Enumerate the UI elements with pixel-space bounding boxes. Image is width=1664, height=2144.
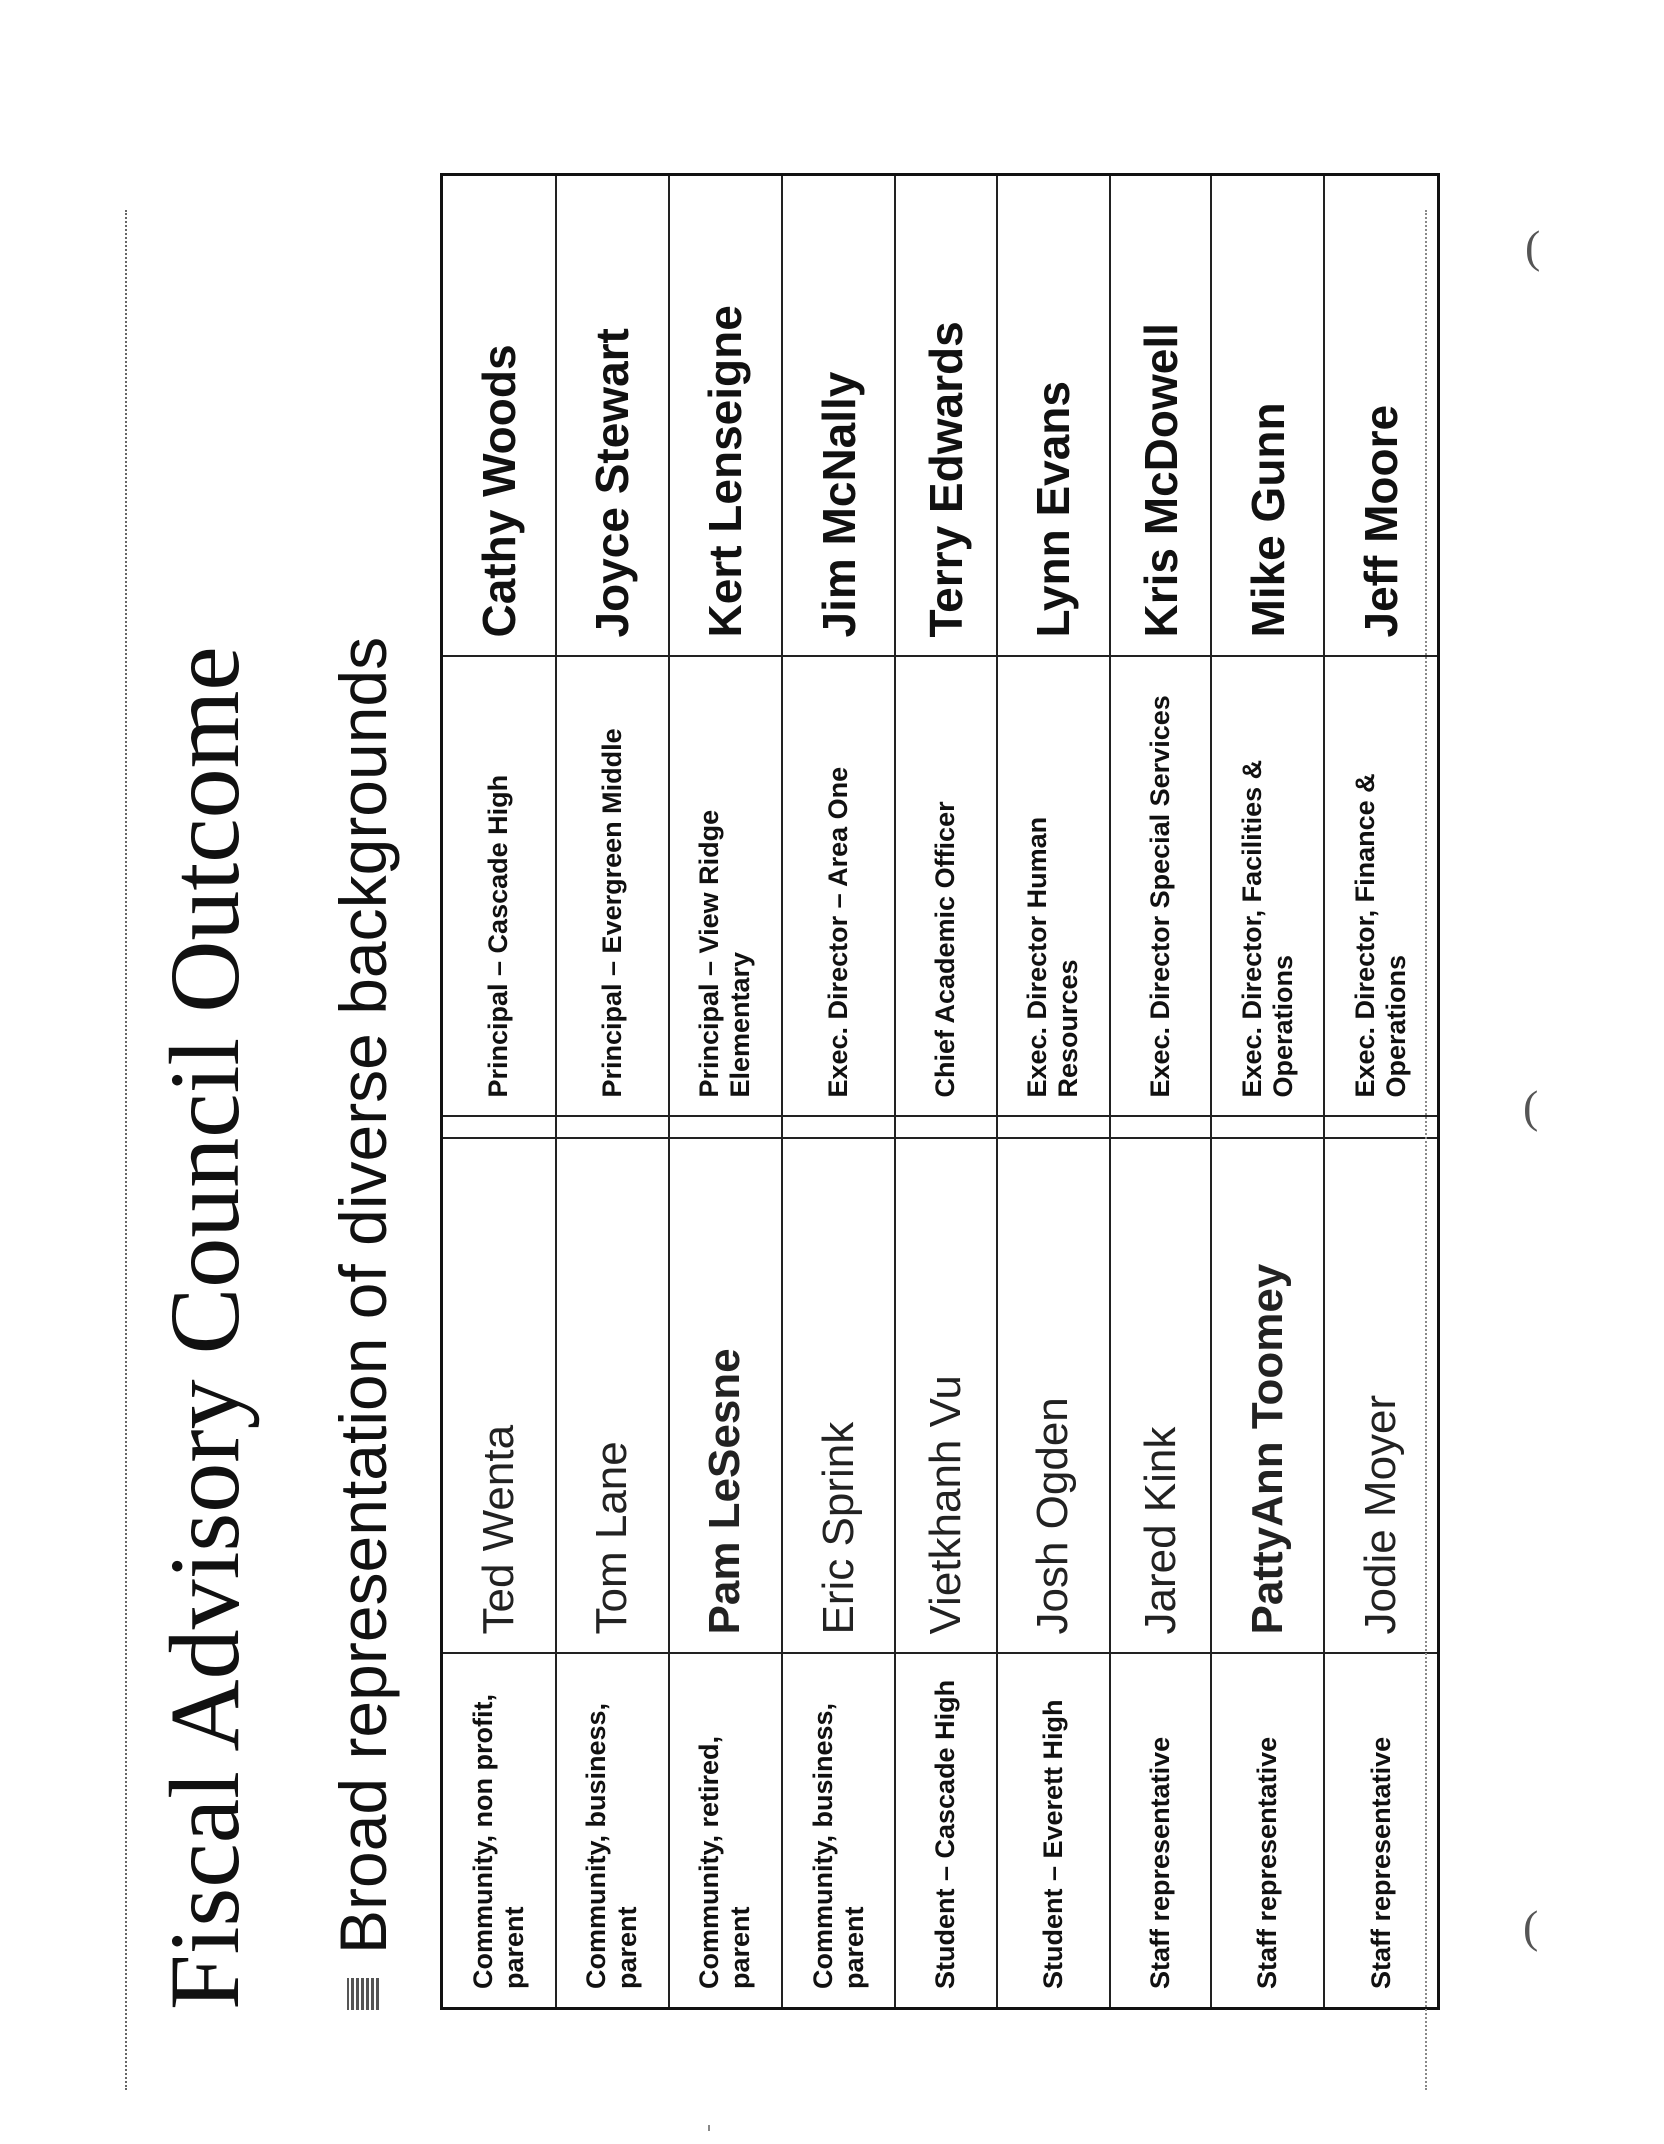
margin-mark: ( bbox=[1525, 221, 1541, 272]
member-name-cell: Tom Lane bbox=[556, 1139, 669, 1654]
role-cell: Student – Everett High bbox=[997, 1654, 1110, 2009]
spacer-cell bbox=[1110, 1117, 1211, 1139]
role-cell: Community, business, parent bbox=[556, 1654, 669, 2009]
subtitle: Broad representation of diverse backgrounds bbox=[326, 636, 400, 1954]
staff-title-cell: Chief Academic Officer bbox=[895, 657, 996, 1117]
council-table bbox=[440, 173, 1440, 2010]
staff-name-cell: Terry Edwards bbox=[895, 175, 996, 657]
table-row bbox=[1324, 175, 1438, 2009]
member-name-cell: Eric Sprink bbox=[782, 1139, 895, 1654]
spacer-cell bbox=[1324, 1117, 1438, 1139]
staff-title-cell: Exec. Director, Facilities & Operations bbox=[1211, 657, 1324, 1117]
member-name-cell: PattyAnn Toomey bbox=[1211, 1139, 1324, 1654]
role-cell: Staff representative bbox=[1324, 1654, 1438, 2009]
spacer-cell bbox=[1211, 1117, 1324, 1139]
margin-mark: ( bbox=[1523, 1901, 1539, 1952]
staff-name-cell: Lynn Evans bbox=[997, 175, 1110, 657]
staff-title-cell: Exec. Director Human Resources bbox=[997, 657, 1110, 1117]
staff-name-cell: Kris McDowell bbox=[1110, 175, 1211, 657]
table-row bbox=[1110, 175, 1211, 2009]
staff-name-cell: Jeff Moore bbox=[1324, 175, 1438, 657]
spacer-cell bbox=[556, 1117, 669, 1139]
spacer-cell bbox=[997, 1117, 1110, 1139]
table-row bbox=[556, 175, 669, 2009]
spacer-cell bbox=[442, 1117, 556, 1139]
staff-name-cell: Kert Lenseigne bbox=[669, 175, 782, 657]
staff-name-cell: Mike Gunn bbox=[1211, 175, 1324, 657]
bottom-rule bbox=[1425, 210, 1427, 2090]
role-cell: Staff representative bbox=[1110, 1654, 1211, 2009]
role-cell: Community, business, parent bbox=[782, 1654, 895, 2009]
subtitle-row bbox=[325, 637, 401, 2010]
table-row bbox=[442, 175, 556, 2009]
spacer-cell bbox=[895, 1117, 996, 1139]
spacer-cell bbox=[782, 1117, 895, 1139]
role-cell: Student – Cascade High bbox=[895, 1654, 996, 2009]
table-row bbox=[1211, 175, 1324, 2009]
staff-title-cell: Principal – Evergreen Middle bbox=[556, 657, 669, 1117]
table-row bbox=[669, 175, 782, 2009]
table-row bbox=[997, 175, 1110, 2009]
margin-mark: ( bbox=[1523, 1081, 1539, 1132]
top-rule bbox=[125, 210, 127, 2090]
slide bbox=[95, 90, 1412, 2090]
table-row bbox=[782, 175, 895, 2009]
member-name-cell: Vietkhanh Vu bbox=[895, 1139, 996, 1654]
table-row bbox=[895, 175, 996, 2009]
staff-title-cell: Exec. Director, Finance & Operations bbox=[1324, 657, 1438, 1117]
staff-title-cell: Exec. Director Special Services bbox=[1110, 657, 1211, 1117]
member-name-cell: Jared Kink bbox=[1110, 1139, 1211, 1654]
staff-title-cell: Exec. Director – Area One bbox=[782, 657, 895, 1117]
staff-title-cell: Principal – Cascade High bbox=[442, 657, 556, 1117]
member-name-cell: Pam LeSesne bbox=[669, 1139, 782, 1654]
role-cell: Community, non profit, parent bbox=[442, 1654, 556, 2009]
member-name-cell: Jodie Moyer bbox=[1324, 1139, 1438, 1654]
member-name-cell: Ted Wenta bbox=[442, 1139, 556, 1654]
staff-name-cell: Joyce Stewart bbox=[556, 175, 669, 657]
page-title: Fiscal Advisory Council Outcome bbox=[149, 646, 260, 2010]
staff-name-cell: Jim McNally bbox=[782, 175, 895, 657]
square-bullet-icon bbox=[347, 1978, 379, 2010]
role-cell: Community, retired, parent bbox=[669, 1654, 782, 2009]
role-cell: Staff representative bbox=[1211, 1654, 1324, 2009]
scan-speck bbox=[708, 2125, 710, 2131]
staff-title-cell: Principal – View Ridge Elementary bbox=[669, 657, 782, 1117]
staff-name-cell: Cathy Woods bbox=[442, 175, 556, 657]
spacer-cell bbox=[669, 1117, 782, 1139]
member-name-cell: Josh Ogden bbox=[997, 1139, 1110, 1654]
